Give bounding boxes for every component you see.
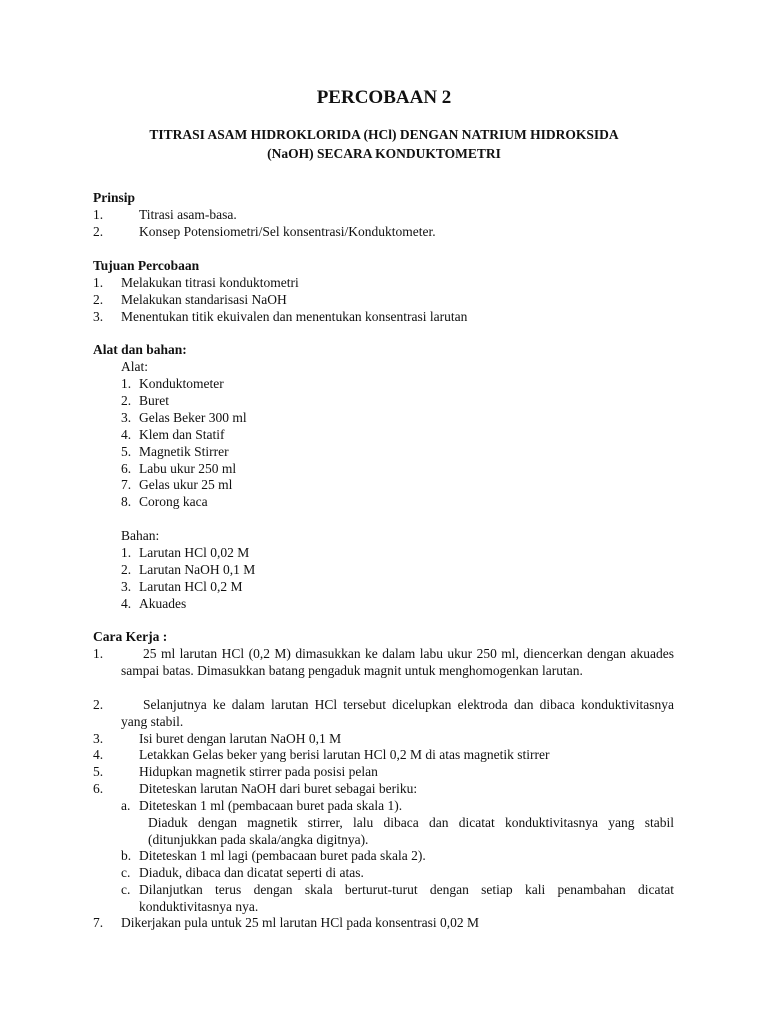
list-number: 1. xyxy=(121,376,132,391)
document-title: PERCOBAAN 2 xyxy=(316,87,452,108)
step-text: Isi buret dengan larutan NaOH 0,1 M xyxy=(139,731,342,746)
step-number: 7. xyxy=(93,915,104,930)
list-item: Melakukan titrasi konduktometri xyxy=(121,275,299,290)
substep-text: Diteteskan 1 ml lagi (pembacaan buret pada skala 2). xyxy=(139,848,426,863)
step-number: 4. xyxy=(93,747,104,762)
list-item: Larutan HCl 0,2 M xyxy=(139,579,243,594)
list-number: 5. xyxy=(121,444,132,459)
list-item: Magnetik Stirrer xyxy=(139,444,229,459)
step-number: 2. xyxy=(93,697,104,712)
list-number: 4. xyxy=(121,427,132,442)
substep-detail: Diaduk dengan magnetik stirrer, lalu dibaca dan dicatat konduktivitasnya yang stabil (ditunjukkan pada skala/angka digitnya). xyxy=(148,815,674,847)
list-number: 2. xyxy=(121,562,132,577)
step-text: Hidupkan magnetik stirrer pada posisi pelan xyxy=(139,764,378,779)
step-text: Letakkan Gelas beker yang berisi larutan HCl 0,2 M di atas magnetik stirrer xyxy=(139,747,550,762)
substep-letter: c. xyxy=(121,882,131,897)
subtitle-line-1: TITRASI ASAM HIDROKLORIDA (HCl) DENGAN NATRIUM HIDROKSIDA xyxy=(149,127,619,142)
list-number: 3. xyxy=(93,309,104,324)
section-heading-prinsip: Prinsip xyxy=(93,190,136,205)
list-item: Gelas ukur 25 ml xyxy=(139,477,233,492)
step-text: 25 ml larutan HCl (0,2 M) dimasukkan ke dalam labu ukur 250 ml, diencerkan dengan akuades sampai batas. Dimasukkan batang pengaduk magnit untuk menghomogenkan larutan. xyxy=(121,646,674,678)
substep-text: Dilanjutkan terus dengan skala berturut-turut dengan setiap kali penambahan dicatat konduktivitasnya nya. xyxy=(139,882,674,914)
bahan-label: Bahan: xyxy=(121,528,160,543)
step-text: Selanjutnya ke dalam larutan HCl tersebut dicelupkan elektroda dan dibaca konduktivitasnya yang stabil. xyxy=(121,697,674,729)
list-number: 7. xyxy=(121,477,132,492)
list-number: 8. xyxy=(121,494,132,509)
substep-letter: c. xyxy=(121,865,131,880)
step-number: 1. xyxy=(93,646,104,661)
step-text: Dikerjakan pula untuk 25 ml larutan HCl pada konsentrasi 0,02 M xyxy=(121,915,480,930)
list-number: 1. xyxy=(93,207,104,222)
list-number: 3. xyxy=(121,410,132,425)
step-number: 6. xyxy=(93,781,104,796)
list-item: Labu ukur 250 ml xyxy=(139,461,237,476)
substep-letter: a. xyxy=(121,798,131,813)
document-subtitle xyxy=(110,125,658,163)
list-number: 2. xyxy=(93,224,104,239)
subtitle-line-2: (NaOH) SECARA KONDUKTOMETRI xyxy=(267,146,501,161)
list-item: Buret xyxy=(139,393,169,408)
list-item: Corong kaca xyxy=(139,494,208,509)
list-item: Titrasi asam-basa. xyxy=(139,207,237,222)
section-heading-alat-bahan: Alat dan bahan: xyxy=(93,342,187,357)
step-number: 3. xyxy=(93,731,104,746)
section-heading-cara-kerja: Cara Kerja : xyxy=(93,629,168,644)
alat-label: Alat: xyxy=(121,359,148,374)
substep-text: Diaduk, dibaca dan dicatat seperti di atas. xyxy=(139,865,364,880)
list-item: Larutan NaOH 0,1 M xyxy=(139,562,256,577)
list-number: 3. xyxy=(121,579,132,594)
list-item: Konduktometer xyxy=(139,376,224,391)
list-number: 2. xyxy=(93,292,104,307)
step-text: Diteteskan larutan NaOH dari buret sebagai beriku: xyxy=(139,781,418,796)
list-item: Akuades xyxy=(139,596,187,611)
substep-letter: b. xyxy=(121,848,132,863)
list-number: 1. xyxy=(93,275,104,290)
section-heading-tujuan: Tujuan Percobaan xyxy=(93,258,200,273)
list-item: Menentukan titik ekuivalen dan menentukan konsentrasi larutan xyxy=(121,309,468,324)
list-item: Larutan HCl 0,02 M xyxy=(139,545,250,560)
list-number: 2. xyxy=(121,393,132,408)
substep-text: Diteteskan 1 ml (pembacaan buret pada skala 1). xyxy=(139,798,403,813)
list-item: Konsep Potensiometri/Sel konsentrasi/Konduktometer. xyxy=(139,224,436,239)
list-item: Gelas Beker 300 ml xyxy=(139,410,247,425)
list-item: Melakukan standarisasi NaOH xyxy=(121,292,287,307)
step-number: 5. xyxy=(93,764,104,779)
list-number: 6. xyxy=(121,461,132,476)
list-number: 4. xyxy=(121,596,132,611)
list-number: 1. xyxy=(121,545,132,560)
list-item: Klem dan Statif xyxy=(139,427,225,442)
